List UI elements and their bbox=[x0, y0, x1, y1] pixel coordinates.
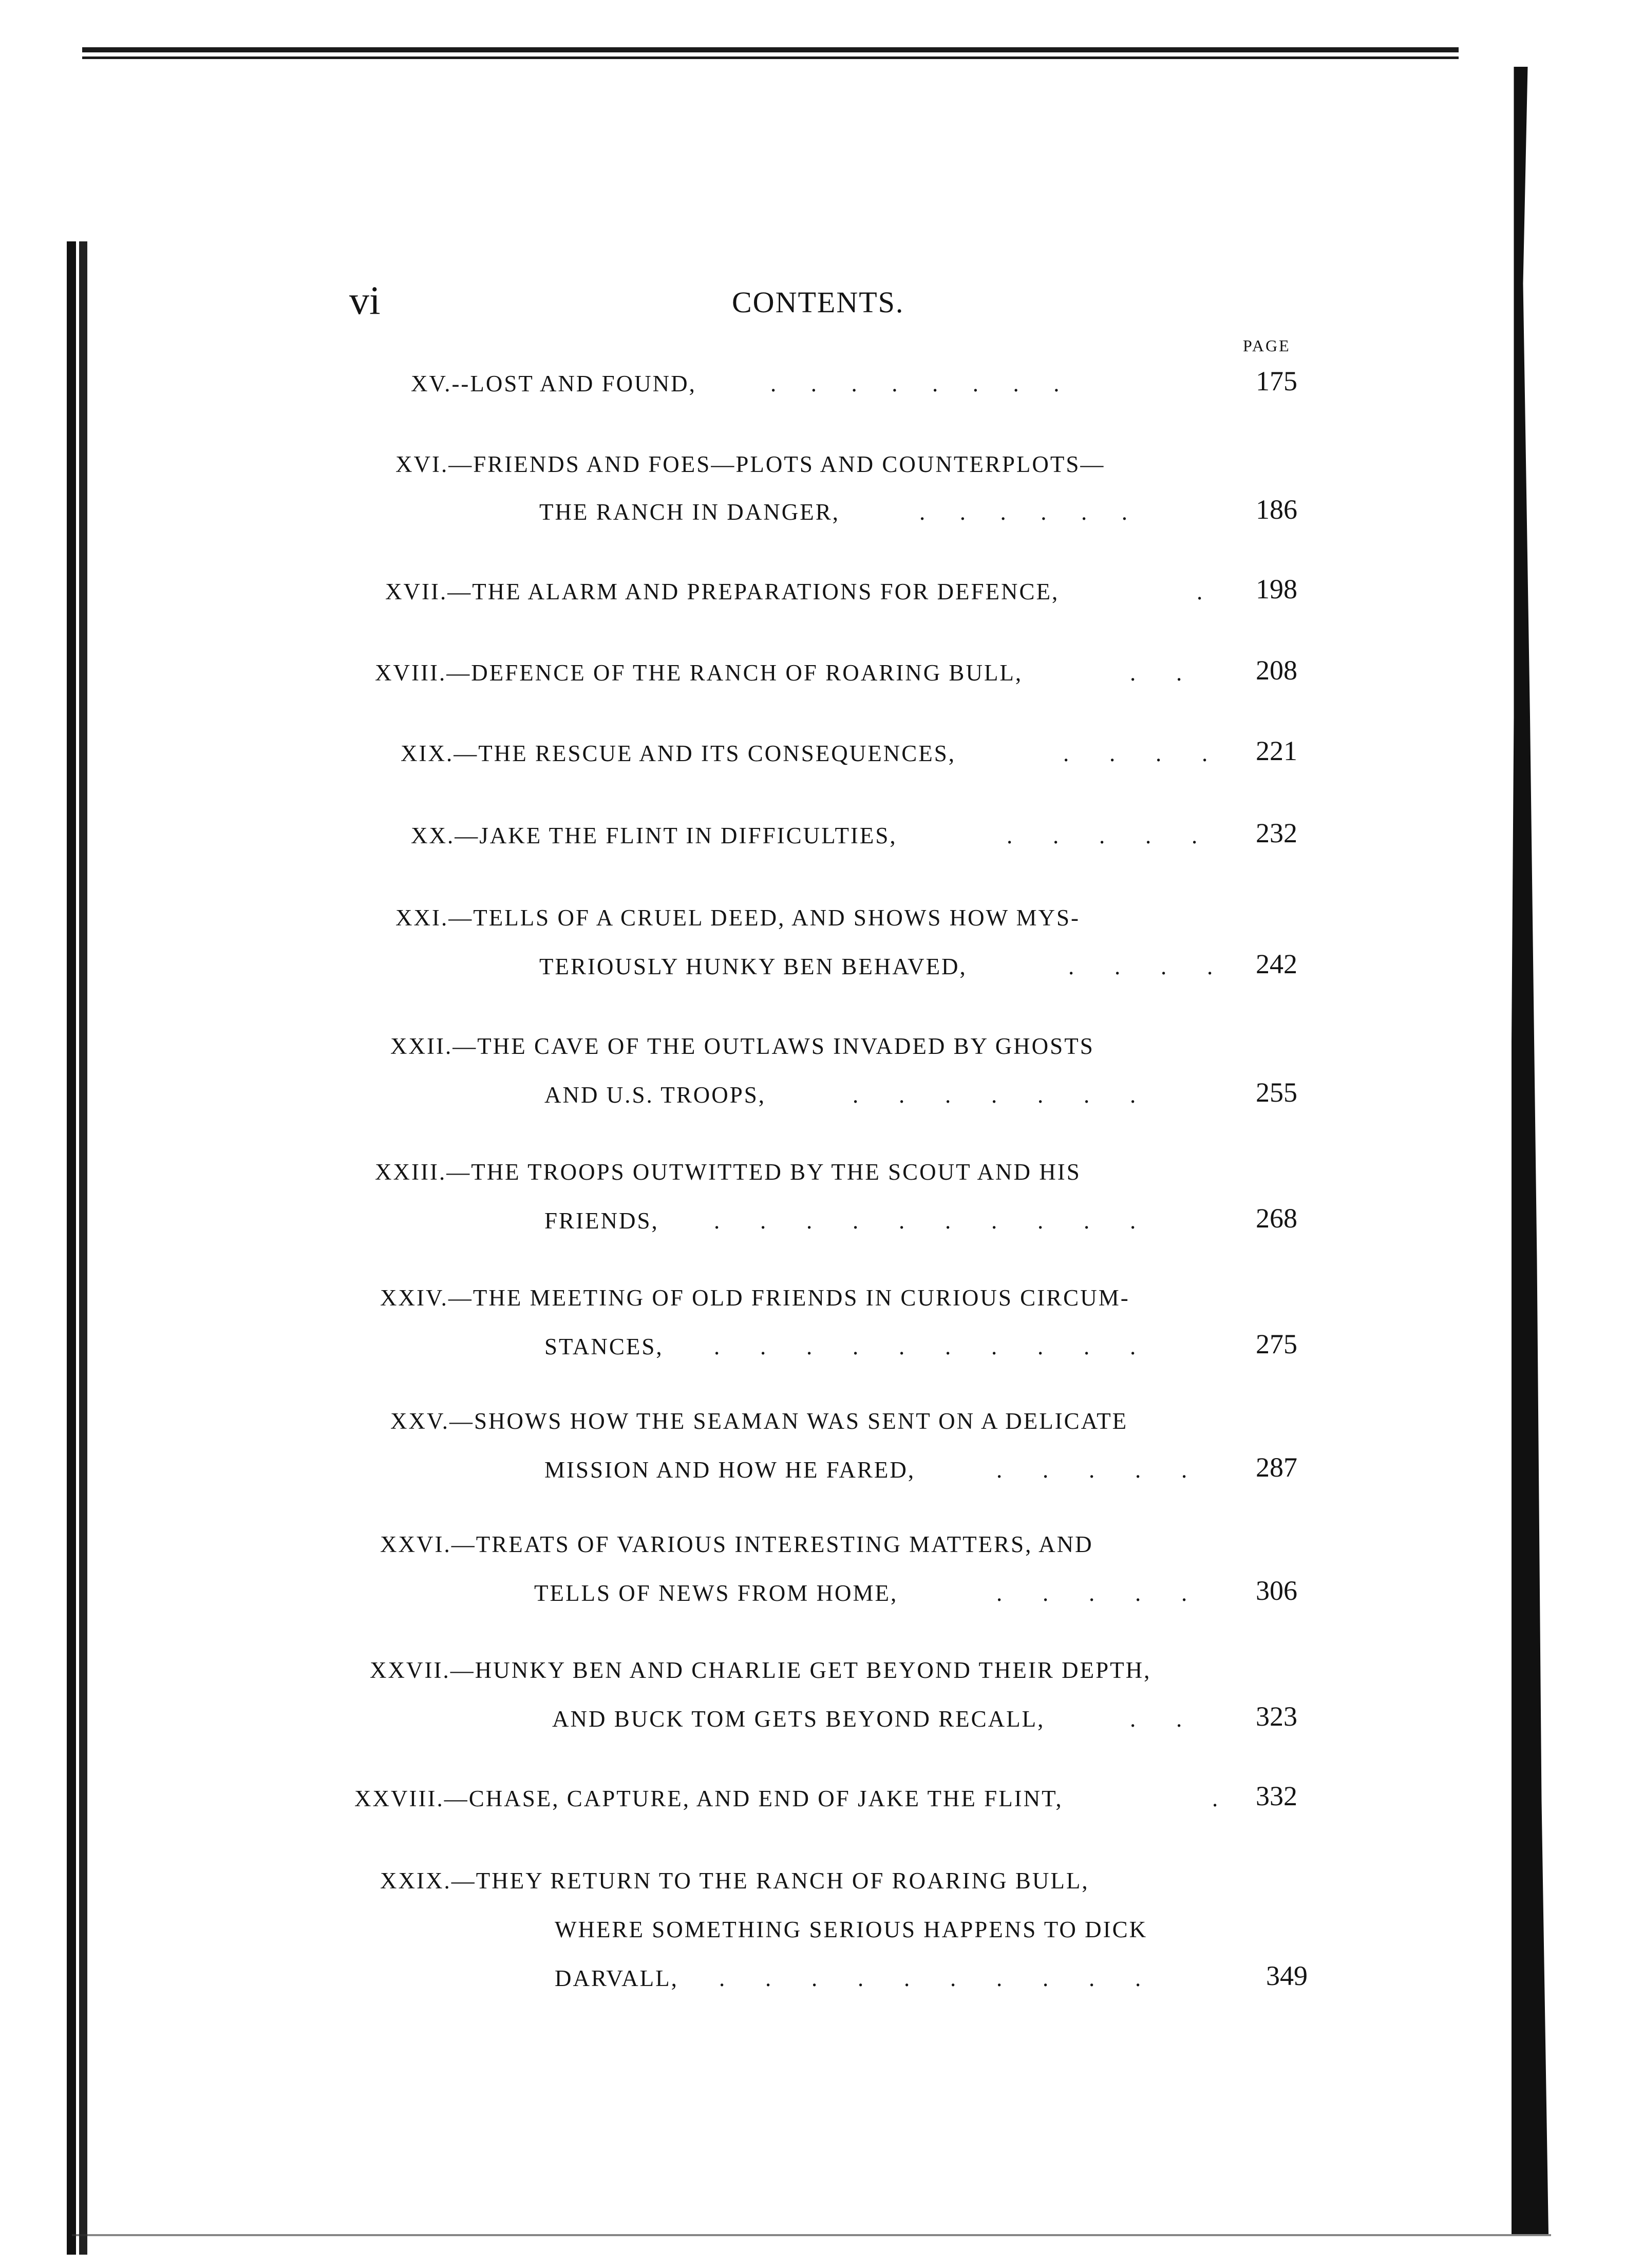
toc-entry-xxii-cont: AND U.S. TROOPS, bbox=[544, 1082, 766, 1108]
page-number: 175 bbox=[1256, 366, 1297, 396]
page-number: 255 bbox=[1256, 1077, 1297, 1108]
leader-dots: . . bbox=[1130, 660, 1182, 686]
toc-entry-xix: XIX.—THE RESCUE AND ITS CONSEQUENCES, bbox=[401, 741, 956, 766]
toc-entry-xv: XV.--LOST AND FOUND, bbox=[411, 371, 696, 396]
toc-entry-xvii: XVII.—THE ALARM AND PREPARATIONS FOR DEFENCE, bbox=[385, 579, 1060, 604]
leader-dots: . . . . . bbox=[996, 1580, 1187, 1606]
toc-entry-xxiii: XXIII.—THE TROOPS OUTWITTED BY THE SCOUT AND HIS bbox=[375, 1159, 1081, 1185]
page-number: 275 bbox=[1256, 1329, 1297, 1359]
leader-dots: . bbox=[1197, 579, 1203, 604]
toc-entry-xvi: XVI.—FRIENDS AND FOES—PLOTS AND COUNTERPLOTS— bbox=[395, 451, 1105, 477]
running-head: CONTENTS. bbox=[732, 286, 904, 319]
page-column-label: PAGE bbox=[1243, 336, 1291, 355]
toc-entry-xxiii-cont: FRIENDS, bbox=[544, 1208, 659, 1234]
page-number: 268 bbox=[1256, 1203, 1297, 1234]
leader-dots: . . . . . . . . . . bbox=[719, 1965, 1141, 1991]
page-number: 221 bbox=[1256, 735, 1297, 766]
page-number: 332 bbox=[1256, 1781, 1297, 1811]
leader-dots: . bbox=[1212, 1786, 1218, 1811]
top-rule-thick bbox=[82, 47, 1459, 52]
toc-entry-xviii: XVIII.—DEFENCE OF THE RANCH OF ROARING BULL, bbox=[375, 660, 1023, 686]
page-number: 186 bbox=[1256, 494, 1297, 525]
toc-entry-xxvii-cont: AND BUCK TOM GETS BEYOND RECALL, bbox=[552, 1706, 1045, 1732]
page-number: 198 bbox=[1256, 574, 1297, 604]
bottom-edge bbox=[72, 2234, 1551, 2236]
toc-entry-xxvi: XXVI.—TREATS OF VARIOUS INTERESTING MATTERS, AND bbox=[380, 1532, 1093, 1557]
page-number: 208 bbox=[1256, 655, 1297, 686]
toc-entry-xxi-cont: TERIOUSLY HUNKY BEN BEHAVED, bbox=[539, 954, 967, 979]
toc-entry-xxiv-cont: STANCES, bbox=[544, 1334, 664, 1359]
toc-entry-xxv: XXV.—SHOWS HOW THE SEAMAN WAS SENT ON A DELICATE bbox=[390, 1408, 1128, 1434]
toc-entry-xxix-cont2: DARVALL, bbox=[555, 1965, 678, 1991]
left-binding-shadow bbox=[67, 241, 87, 2255]
right-binding-shadow bbox=[1502, 67, 1548, 2234]
leader-dots: . . . . . . . . bbox=[770, 371, 1060, 396]
leader-dots: . . . . bbox=[1068, 954, 1213, 979]
page-number: 242 bbox=[1256, 949, 1297, 979]
page-number: 306 bbox=[1256, 1575, 1297, 1606]
toc-entry-xvi-cont: THE RANCH IN DANGER, bbox=[539, 499, 840, 525]
toc-entry-xxv-cont: MISSION AND HOW HE FARED, bbox=[544, 1457, 916, 1483]
toc-entry-xxix: XXIX.—THEY RETURN TO THE RANCH OF ROARING BULL, bbox=[380, 1868, 1089, 1894]
toc-entry-xxviii: XXVIII.—CHASE, CAPTURE, AND END OF JAKE THE FLINT, bbox=[354, 1786, 1063, 1811]
toc-entry-xxiv: XXIV.—THE MEETING OF OLD FRIENDS IN CURIOUS CIRCUM- bbox=[380, 1285, 1130, 1311]
toc-entry-xxii: XXII.—THE CAVE OF THE OUTLAWS INVADED BY GHOSTS bbox=[390, 1033, 1094, 1059]
toc-entry-xxi: XXI.—TELLS OF A CRUEL DEED, AND SHOWS HOW MYS- bbox=[395, 905, 1081, 931]
page-number: 232 bbox=[1256, 818, 1297, 848]
toc-entry-xx: XX.—JAKE THE FLINT IN DIFFICULTIES, bbox=[411, 823, 897, 848]
page-folio: vi bbox=[349, 278, 381, 323]
page-number: 323 bbox=[1256, 1701, 1297, 1732]
leader-dots: . . . . . . . . . . bbox=[714, 1208, 1136, 1234]
leader-dots: . . . . . bbox=[996, 1457, 1187, 1483]
toc-entry-xxix-cont: WHERE SOMETHING SERIOUS HAPPENS TO DICK bbox=[555, 1917, 1148, 1942]
top-rule-thin bbox=[82, 56, 1459, 59]
leader-dots: . . . . . . . . . . bbox=[714, 1334, 1136, 1359]
page-number: 287 bbox=[1256, 1452, 1297, 1483]
leader-dots: . . bbox=[1130, 1706, 1182, 1732]
leader-dots: . . . . . . . bbox=[853, 1082, 1136, 1108]
leader-dots: . . . . bbox=[1063, 741, 1208, 766]
leader-dots: . . . . . bbox=[1007, 823, 1198, 848]
toc-entry-xxvii: XXVII.—HUNKY BEN AND CHARLIE GET BEYOND THEIR DEPTH, bbox=[370, 1657, 1151, 1683]
toc-entry-xxvi-cont: TELLS OF NEWS FROM HOME, bbox=[534, 1580, 898, 1606]
leader-dots: . . . . . . bbox=[919, 499, 1127, 525]
page-number: 349 bbox=[1266, 1960, 1308, 1991]
